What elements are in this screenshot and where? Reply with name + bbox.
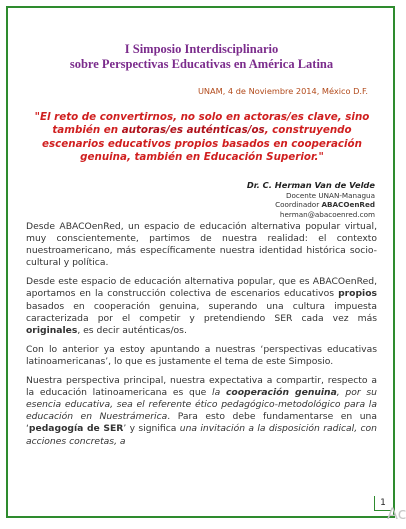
paragraph-1: Desde ABACOenRed, un espacio de educación alternativa popular virtual, muy conscientemente, partimos de nuestra realidad: el contexto nuestroamericano, más específicamente nuestra identidad histórica socio-cultural y política.: [26, 221, 377, 269]
quote-highlight: autoras/es auténticas/os: [121, 124, 265, 137]
quote-line-2: [26, 124, 378, 137]
page-number: 1: [374, 496, 391, 511]
title-line-2: sobre Perspectivas Educativas en América Latina: [69, 57, 334, 71]
page-title: [20, 42, 383, 72]
quote-line-4: genuina, también en Educación Superior.": [80, 150, 324, 163]
page-border-top: [6, 6, 395, 8]
author-organization: ABACOenRed: [321, 200, 375, 210]
page-border-left: [6, 6, 8, 518]
paragraph-2a: Desde este espacio de educación alternativa popular, que es ABACOenRed, aportamos en la construcción colectiva de escenarios educativos: [26, 276, 377, 300]
quote-line-2a: también en: [52, 124, 122, 137]
quote-line-2c: , construyendo: [264, 124, 352, 137]
paragraph-4e: . Para esto debe fundamentarse en una ‘: [26, 411, 377, 435]
paragraph-2: [26, 276, 377, 336]
paragraph-4-emphasis-pedagogia: pedagogía de SER: [28, 423, 124, 435]
corner-watermark: Ac: [387, 504, 406, 523]
author-email[interactable]: herman@abacoenred.com: [279, 209, 375, 219]
title-line-1: I Simposio Interdisciplinario: [124, 42, 279, 56]
paragraph-2c: basados en cooperación genuina, superando una cultura impuesta caracterizada por el competir y pretendiendo SER cada vez más: [26, 300, 377, 324]
paragraph-4b: la: [212, 387, 226, 399]
author-role-2: [247, 200, 375, 210]
event-date: UNAM, 4 de Noviembre 2014, México D.F.: [197, 86, 368, 96]
epigraph-quote: [26, 111, 378, 164]
author-role-1: Docente UNAN-Managua: [286, 190, 375, 200]
author-block: [247, 181, 375, 219]
paragraph-3: Con lo anterior ya estoy apuntando a nuestras ‘perspectivas educativas latinoamericanas’, lo que es justamente el tema de este Simposio.: [26, 343, 377, 367]
paragraph-2-emphasis-propios: propios: [338, 288, 377, 300]
paragraph-4-emphasis-cooperacion: cooperación genuina: [225, 387, 337, 399]
quote-line-1: "El reto de convertirnos, no solo en actoras/es clave, sino: [34, 111, 370, 123]
quote-line-3: escenarios educativos propios basados en cooperación: [42, 137, 362, 150]
author-name: Dr. C. Herman Van de Velde: [246, 180, 375, 190]
page-border-right: [393, 6, 395, 518]
paragraph-4a: Nuestra perspectiva principal, nuestra expectativa a compartir, respecto a la educación latinoamericana es que: [26, 375, 377, 399]
paragraph-2-emphasis-originales: originales: [26, 324, 78, 336]
body-text: [26, 221, 377, 455]
paragraph-2e: , es decir auténticas/os.: [77, 324, 187, 336]
paragraph-4h: una invitación a la disposición radical, con acciones concretas, a: [26, 423, 377, 447]
paragraph-4: [26, 375, 377, 448]
page-border-bottom: [6, 516, 395, 518]
paragraph-4d: , por su esencia educativa, sea el referente ético pedagógico-metodológico para la educación en Nuestrámerica: [26, 387, 377, 423]
paragraph-4g: ’ y significa: [123, 423, 180, 435]
author-role-2a: Coordinador: [275, 200, 322, 210]
